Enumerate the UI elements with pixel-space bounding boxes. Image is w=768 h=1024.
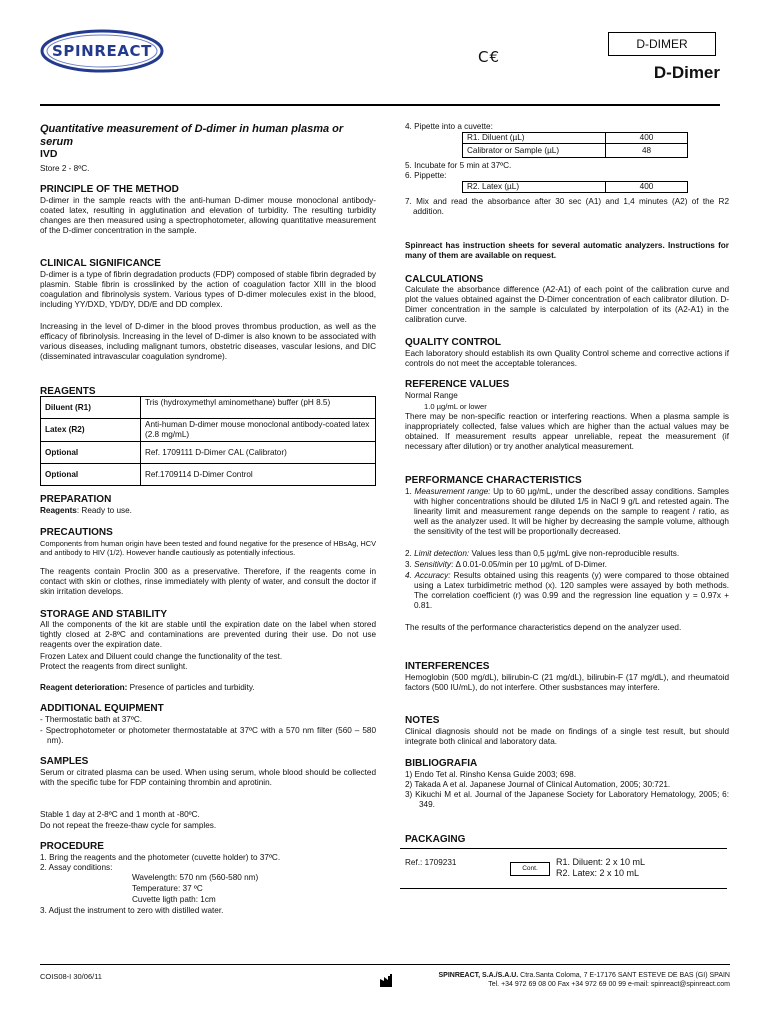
- storage-heading: STORAGE AND STABILITY: [40, 609, 168, 620]
- table-cell-value: 400: [606, 182, 688, 193]
- logo-text: SPINREACT: [52, 41, 152, 60]
- notes-heading: NOTES: [405, 715, 440, 726]
- bibliography-heading: BIBLIOGRAFIA: [405, 758, 478, 769]
- storage-text-1: All the components of the kit are stable until the expiration date on the label when stored tightly closed at 2-8ºC and contaminations are prevented during their use. Do not use reagents over the expiration date.: [40, 620, 376, 649]
- table-row: [41, 397, 376, 419]
- principle-text: D-dimer in the sample reacts with the anti-human D-dimer mouse monoclonal antibody-coated latex, resulting in agglutination and elevation of turbidity. The resulting turbidity changes are then measured using a spectrophotometer, allowing quantitative measurement of the D-dimer concentration in the sample.: [40, 196, 376, 235]
- footer-company-info: [400, 972, 730, 990]
- table-cell-label: R2. Latex (µL): [463, 182, 606, 193]
- procedure-heading: PROCEDURE: [40, 841, 104, 852]
- table-cell-value: 400: [606, 133, 688, 144]
- procedure-step-6: 6. Pippette:: [405, 171, 447, 180]
- equipment-heading: ADDITIONAL EQUIPMENT: [40, 703, 164, 714]
- procedure-step-2: 2. Assay conditions:: [40, 863, 113, 872]
- performance-heading: PERFORMANCE CHARACTERISTICS: [405, 475, 582, 486]
- interferences-heading: INTERFERENCES: [405, 661, 490, 672]
- reagent-value: Ref. 1709111 D-Dimer CAL (Calibrator): [141, 442, 376, 464]
- product-title: D-Dimer: [653, 63, 720, 82]
- packaging-divider-top: [400, 848, 727, 849]
- performance-item-2: 2. Limit detection: Values less than 0,5 µg/mL give non-reproducible results.: [405, 549, 680, 558]
- table-row: [41, 419, 376, 442]
- reference-normal-range: Normal Range: [405, 391, 458, 400]
- reference-heading: REFERENCE VALUES: [405, 379, 510, 390]
- reagent-deterioration: [40, 683, 376, 693]
- performance-item-1: 1. Measurement range: Up to 60 µg/mL, under the described assay conditions. Samples with higher concentrations should be diluted 1/5 in NaCl 9 g/L and retested again. The linearity limit and measurement range depends on the sample to reagent / ratio, as well as the analyzer used. It will be higher by decreasing the sample volume, although the sensitivity of the test will be proportionally decreased.: [405, 487, 730, 536]
- ce-mark: C€: [478, 48, 501, 66]
- deterioration-text: Presence of particles and turbidity.: [127, 683, 255, 692]
- packaging-item-2: R2. Latex: 2 x 10 mL: [556, 868, 640, 878]
- analyzers-note: Spinreact has instruction sheets for several automatic analyzers. Instructions for many of them are available on request.: [405, 241, 729, 260]
- calculations-text: Calculate the absorbance difference (A2-A1) of each point of the calibration curve and plot the values obtained against the D-Dimer concentration of each calibrator dilution. D-Dimer concentration in the sample is calculated by interpolation of its (A2-A1) in the calibration curve.: [405, 285, 729, 324]
- performance-item-4-label: Accuracy:: [414, 571, 451, 580]
- reference-text: There may be non-specific reaction or interfering reactions. When a plasma sample is inappropriately collected, false values which are higher than the actual values may be obtained. If measurement results appear unreliable, repeat the measurement (if necessary after dilution) or try another analytical measurement.: [405, 412, 729, 451]
- packaging-cont-box: Cont.: [510, 862, 550, 876]
- performance-item-4: 4. Accuracy: Results obtained using this reagents (y) were compared to those obtained using a Latex turbidimetric method (x). 120 samples were assayed by both methods. The correlation coefficient (r) was 0.99 and the regression line equation y = 0.97x + 0.81.: [405, 571, 729, 610]
- performance-item-1-label: Measurement range:: [414, 487, 491, 496]
- bibliography-item: 3) Kikuchi M et al. Journal of the Japanese Society for Laboratory Hematology, 2005; 6: 349.: [405, 790, 729, 809]
- reagent-value: Tris (hydroxymethyl aminomethane) buffer (pH 8.5): [141, 397, 376, 419]
- procedure-step-1: 1. Bring the reagents and the photometer (cuvette holder) to 37ºC.: [40, 853, 281, 862]
- samples-text-3: Do not repeat the freeze-thaw cycle for samples.: [40, 821, 217, 830]
- footer-doc-code: COIS08-I 30/06/11: [40, 972, 102, 981]
- principle-heading: PRINCIPLE OF THE METHOD: [40, 184, 179, 195]
- storage-text-2: Frozen Latex and Diluent could change the functionality of the test.: [40, 652, 283, 661]
- preparation-heading: PREPARATION: [40, 494, 112, 505]
- notes-text: Clinical diagnosis should not be made on findings of a single test result, but should integrate both clinical and laboratory data.: [405, 727, 729, 746]
- preparation-value: : Ready to use.: [76, 506, 132, 515]
- packaging-divider-bottom: [400, 888, 727, 889]
- ivd-label: IVD: [40, 148, 58, 160]
- performance-item-3-label: Sensitivity: [414, 560, 451, 569]
- table-row: [463, 144, 688, 158]
- clinical-heading: CLINICAL SIGNIFICANCE: [40, 258, 161, 269]
- bibliography-item: 1) Endo Tet al. Rinsho Kensa Guide 2003; 698.: [405, 770, 576, 779]
- performance-item-1-text: Up to 60 µg/mL, under the described assay conditions. Samples with higher concentrations should be diluted 1/5 in NaCl 9 g/L and retested again. The linearity limit and measurement range depends on the sample to reagent / ratio, as well as the analyzer used. It will be higher by decreasing the sample volume, although the sensitivity of the test will be proportionally decreased.: [414, 487, 730, 536]
- reagents-table: [40, 396, 376, 486]
- performance-note: The results of the performance characteristics depend on the analyzer used.: [405, 623, 682, 632]
- performance-item-3-text: : Δ 0.01-0.05/min per 10 µg/mL of D-Dimer.: [450, 560, 607, 569]
- samples-text-1: Serum or citrated plasma can be used. When using serum, whole blood should be collected with the specific tube for FDP containing thrombin and aprotinin.: [40, 768, 376, 787]
- footer-divider: [40, 964, 730, 965]
- spinreact-logo: [40, 28, 164, 74]
- procedure-step-5: 5. Incubate for 5 min at 37ºC.: [405, 161, 512, 170]
- preparation-label: Reagents: [40, 506, 77, 515]
- procedure-step-3: 3. Adjust the instrument to zero with distilled water.: [40, 906, 224, 915]
- interferences-text: Hemoglobin (500 mg/dL), bilirubin-C (21 mg/dL), bilirubin-F (17 mg/dL), and rheumatoid factors (500 IU/mL), do not interfere. Other susbstances may interfere.: [405, 673, 729, 692]
- factory-icon: [380, 973, 396, 987]
- header-divider: [40, 104, 720, 106]
- table-row: [463, 133, 688, 144]
- reagent-key: Optional: [41, 442, 141, 464]
- reagent-key: Latex (R2): [41, 419, 141, 442]
- table-cell-label: Calibrator or Sample (µL): [463, 144, 606, 158]
- table-row: [41, 442, 376, 464]
- table-cell-label: R1. Diluent (µL): [463, 133, 606, 144]
- footer-company-name: SPINREACT, S.A./S.A.U.: [438, 972, 519, 979]
- precautions-text-2: The reagents contain Proclin 300 as a preservative. Therefore, if the reagents come in contact with skin or clothes, rinse immediately with plenty of water, and consult the doctor if skin irritation develops.: [40, 567, 376, 596]
- equipment-item-2: - Spectrophotometer or photometer thermostatable at 37ºC with a 570 nm filter (560 – 580 nm).: [40, 726, 376, 745]
- reagents-heading: REAGENTS: [40, 386, 96, 397]
- samples-text-2: Stable 1 day at 2-8ºC and 1 month at -80ºC.: [40, 810, 200, 819]
- bibliography-item: 2) Takada A et al. Japanese Journal of Clinical Automation, 2005; 30:721.: [405, 780, 671, 789]
- procedure-step-7: 7. Mix and read the absorbance after 30 sec (A1) and 1,4 minutes (A2) of the R2 addition.: [405, 197, 729, 216]
- pipette-table-1: [462, 132, 688, 158]
- samples-heading: SAMPLES: [40, 756, 89, 767]
- performance-item-4-text: Results obtained using this reagents (y) were compared to those obtained using a Latex turbidimetric method (x). 120 samples were assayed by both methods. The correlation coefficient (r) was 0.99 and the regression line equation y = 0.97x + 0.81.: [414, 571, 729, 610]
- deterioration-label: Reagent deterioration:: [40, 683, 128, 692]
- footer-address: Ctra.Santa Coloma, 7 E-17176 SANT ESTEVE DE BAS (GI) SPAIN: [518, 972, 730, 979]
- reagent-key: Diluent (R1): [41, 397, 141, 419]
- reagent-value: Ref.1709114 D-Dimer Control: [141, 464, 376, 486]
- storage-text-3: Protect the reagents from direct sunlight.: [40, 662, 188, 671]
- precautions-text-1: Components from human origin have been tested and found negative for the presence of HBsAg, HCV and antibody to HIV (1/2). However handle cautiously as potentially infectious.: [40, 539, 376, 558]
- table-row: [41, 464, 376, 486]
- document-subtitle: Quantitative measurement of D-dimer in human plasma or serum: [40, 123, 344, 148]
- reagent-key: Optional: [41, 464, 141, 486]
- quality-heading: QUALITY CONTROL: [405, 337, 501, 348]
- precautions-heading: PRECAUTIONS: [40, 527, 113, 538]
- footer-contact: Tel. +34 972 69 08 00 Fax +34 972 69 00 99 e-mail: spinreact@spinreact.com: [488, 980, 730, 988]
- assay-condition-temperature: Temperature: 37 ºC: [132, 884, 203, 893]
- packaging-heading: PACKAGING: [405, 834, 466, 845]
- preparation-text: [40, 506, 376, 516]
- equipment-item-1: - Thermostatic bath at 37ºC.: [40, 715, 143, 724]
- table-row: [463, 182, 688, 193]
- clinical-text-2: Increasing in the level of D-dimer in the blood proves thrombus production, as well as the efficacy of fibrinolysis. Increasing in the level of D-dimer is also known to be associated with various diseases, including malignant tumors, obstetric diseases, vascular lesions, and DIC (disseminated intravascular coagulation syndrome).: [40, 322, 376, 361]
- performance-item-2-text: Values less than 0,5 µg/mL give non-reproducible results.: [469, 549, 680, 558]
- reagent-value: Anti-human D-dimer mouse monoclonal antibody-coated latex (2.8 mg/mL): [141, 419, 376, 442]
- store-text: Store 2 - 8ºC.: [40, 164, 90, 173]
- calculations-heading: CALCULATIONS: [405, 274, 484, 285]
- footer-address-line: [400, 972, 730, 981]
- table-cell-value: 48: [606, 144, 688, 158]
- pipette-table-2: [462, 181, 688, 193]
- clinical-text-1: D-dimer is a type of fibrin degradation products (FDP) composed of stable fibrin degraded by plasmin. Stable fibrin is crosslinked by the action of coagulation factor XIII in the blood coagulation and fibrinolysis system. Various types of D-dimer molecules exist in the blood, including YY/DXD, YD/DY, DD/E and DD complex.: [40, 270, 376, 309]
- performance-item-2-label: Limit detection:: [414, 549, 470, 558]
- product-code-box: D-DIMER: [608, 32, 716, 56]
- packaging-item-1: R1. Diluent: 2 x 10 mL: [556, 857, 646, 867]
- packaging-ref: Ref.: 1709231: [405, 858, 457, 867]
- quality-text: Each laboratory should establish its own Quality Control scheme and corrective actions if controls do not meet the acceptable tolerances.: [405, 349, 729, 368]
- performance-item-3: 3. Sensitivity: Δ 0.01-0.05/min per 10 µg/mL of D-Dimer.: [405, 560, 607, 569]
- procedure-step-4: 4. Pipette into a cuvette:: [405, 122, 493, 131]
- assay-condition-lightpath: Cuvette ligth path: 1cm: [132, 895, 216, 904]
- assay-condition-wavelength: Wavelength: 570 nm (560-580 nm): [132, 873, 259, 882]
- reference-value: 1.0 µg/mL or lower: [424, 402, 487, 411]
